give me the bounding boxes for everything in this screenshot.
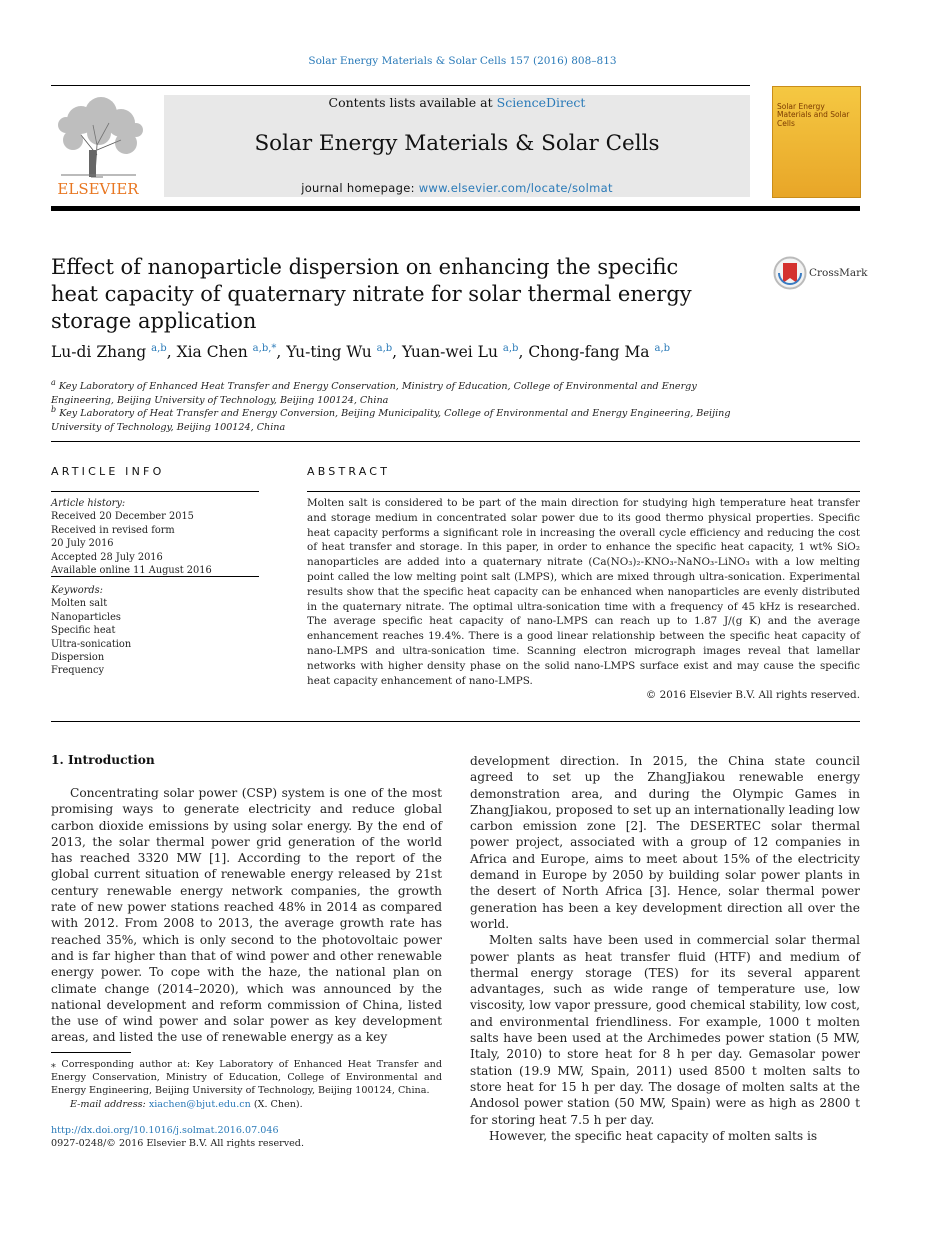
author-name[interactable]: Lu-di Zhang xyxy=(51,343,147,362)
article-info-heading: ARTICLE INFO xyxy=(51,465,165,478)
history-item: Received 20 December 2015 xyxy=(51,511,194,523)
history-rule xyxy=(51,576,259,577)
elsevier-logo xyxy=(51,95,146,197)
intro-right-column xyxy=(470,753,860,1144)
cover-title: Solar Energy Materials and Solar Cells xyxy=(777,102,850,128)
section-heading-introduction: 1. Introduction xyxy=(51,753,155,767)
email-link[interactable]: xiachen@bjut.edu.cn xyxy=(148,1099,251,1110)
history-item: Accepted 28 July 2016 xyxy=(51,551,163,563)
keyword: Dispersion xyxy=(51,652,105,664)
keyword: Molten salt xyxy=(51,598,108,610)
author-name[interactable]: Yu-ting Wu xyxy=(286,343,372,362)
doi-link[interactable]: http://dx.doi.org/10.1016/j.solmat.2016.07.046 xyxy=(51,1125,279,1136)
abstract-heading: ABSTRACT xyxy=(307,465,391,478)
intro-paragraph: However, the specific heat capacity of molten salts is xyxy=(489,1128,818,1143)
keywords xyxy=(51,584,259,678)
abstract-text: Molten salt is considered to be part of the main direction for studying high temperature heat transfer and storage medium in concentrated solar power due to its good thermo physical properties. Specific heat capacity performs a significant role in increasing the overall cycle efficiency and reducing the cost of heat transfer and storage. In this paper, in order to enhance the specific heat capacity, 1 wt% SiO₂ nanoparticles are added into a quaternary nitrate (Ca(NO₃)₂-KNO₃-NaNO₃-LiNO₃ with a low melting point called the low melting point salt (LMPS), which are mixed through ultra-sonication. Experimental results show that the specific heat capacity can be enhanced when nanoparticles are evenly distributed in the quaternary nitrate. The optimal ultra-sonication time with a frequency of 45 kHz is researched. The average specific heat capacity of nano-LMPS can reach up to 1.87 J/(g K) and the average enhancement reaches 19.4%. There is a good linear relationship between the specific heat capacity of nano-LMPS and ultra-sonication time. Scanning electron micrograph images reveal that lamellar networks with higher density phase on the solid nano-LMPS surface exist and may cause the specific heat capacity enhancement of nano-LMPS. xyxy=(307,497,860,687)
author-name[interactable]: Xia Chen xyxy=(176,343,248,362)
intro-paragraph: development direction. In 2015, the China state council agreed to set up the ZhangJiakou renewable energy demonstration area, and during the Olympic Games in ZhangJiakou, proposed to set up an internationally leading low carbon emission zone [2]. The DESERTEC solar thermal power project, associated with a group of 12 companies in Africa and Europe, aims to meet about 15% of the electricity demand in Europe by 2050 by building solar power plants in the desert of North Africa [3]. Hence, solar thermal power generation has been a key development direction all over the world. xyxy=(470,754,860,931)
crossmark-icon xyxy=(773,256,807,290)
history-label: Article history: xyxy=(51,498,126,509)
keyword: Specific heat xyxy=(51,625,116,637)
crossmark-label: CrossMark xyxy=(809,267,868,279)
journal-title: Solar Energy Materials & Solar Cells xyxy=(254,131,660,156)
crossmark-badge[interactable] xyxy=(773,256,868,292)
journal-cover-thumbnail[interactable] xyxy=(772,86,861,198)
author-name[interactable]: Chong-fang Ma xyxy=(528,343,650,362)
affiliation-a: $^a$ Key Laboratory of Enhanced Heat Transfer and Energy Conservation, Ministry of Education, College of Environmental and Energy Engineering, Beijing University of Technology, Beijing 100124, China xyxy=(51,378,697,406)
keyword: Ultra-sonication xyxy=(51,638,132,650)
keyword: Frequency xyxy=(51,665,104,677)
corresponding-author-note: ⁎ Corresponding author at: Key Laboratory of Enhanced Heat Transfer and Energy Conservation, Ministry of Education, College of Environmental and Energy Engineering, Beijing University of Technology, Beijing 100124, China. xyxy=(51,1059,442,1097)
header-rule xyxy=(51,85,750,86)
author-name[interactable]: Yuan-wei Lu xyxy=(402,343,498,362)
author-sup[interactable]: a,b xyxy=(151,343,167,354)
journal-citation-link[interactable]: Solar Energy Materials & Solar Cells 157 (2016) 808–813 xyxy=(308,55,617,67)
header-thick-rule xyxy=(51,206,860,211)
contents-line: Contents lists available at ScienceDirect xyxy=(328,95,586,110)
sciencedirect-link[interactable]: ScienceDirect xyxy=(496,95,586,110)
abstract-bottom-rule xyxy=(51,721,860,722)
footnote-rule xyxy=(51,1052,131,1053)
intro-paragraph: Molten salts have been used in commercial solar thermal power plants as heat transfer fluid (HTF) and medium of thermal energy storage (TES) for its several apparent advantages, such as wide range of temperature use, low viscosity, low vapor pressure, good chemical stability, low cost, and environmental friendliness. For example, 1000 t molten salts have been used at the Archimedes power station (5 MW, Italy, 2010) to store heat for 8 h per day. Gemasolar power station (19.9 MW, Spain, 2011) used 8500 t molten salts to store heat for 15 h per day. The dosage of molten salts at the Andosol power station (50 MW, Spain) were as high as 2800 t for storing heat 7.5 h per day. xyxy=(470,933,860,1127)
publisher-wordmark: ELSEVIER xyxy=(57,180,139,197)
author-sup[interactable]: a,b xyxy=(654,343,671,354)
history-item: Available online 11 August 2016 xyxy=(51,565,212,577)
journal-homepage: journal homepage: www.elsevier.com/locate/solmat xyxy=(301,181,613,195)
intro-paragraph: Concentrating solar power (CSP) system is one of the most promising ways to generate electricity and reduce global carbon dioxide emissions by using solar energy. By the end of 2013, the solar thermal power grid generation of the world has reached 3320 MW [1]. According to the report of the global current situation of renewable energy released by 21st century renewable energy network companies, the growth rate of new power stations reached 48% in 2014 as compared with 2012. From 2008 to 2013, the average growth rate has reached 35%, which is only second to the photovoltaic power and is far higher than that of wind power and other renewable energy power. To cope with the haze, the national plan on climate change (2014–2020), which was announced by the national development and reform commission of China, listed the use of wind power and solar power as key development areas, and listed the use of renewable energy as a key xyxy=(51,786,442,1045)
section-divider xyxy=(51,441,860,442)
history-item: Received in revised form xyxy=(51,524,175,536)
journal-banner xyxy=(164,95,750,197)
email-note: E-mail address: xiachen@bjut.edu.cn (X. Chen). xyxy=(70,1099,303,1110)
article-history xyxy=(51,497,259,577)
history-item: 20 July 2016 xyxy=(51,538,114,550)
keyword: Nanoparticles xyxy=(51,611,121,623)
author-sup[interactable]: a,b xyxy=(502,343,519,354)
author-sup[interactable]: a,b xyxy=(376,343,393,354)
abstract-copyright: © 2016 Elsevier B.V. All rights reserved. xyxy=(645,689,860,701)
author-list: Lu-di Zhang $^{a,b}$, Xia Chen $^{a,b,*}$, Yu-ting Wu $^{a,b}$, Yuan-wei Lu $^{a,b}$, Chong-fang Ma $^{a,b}$ xyxy=(51,343,671,362)
keywords-label: Keywords: xyxy=(51,585,103,596)
article-title: Effect of nanoparticle dispersion on enhancing the specific heat capacity of quaternary nitrate for solar thermal energy storage application xyxy=(51,255,692,333)
article-info-rule xyxy=(51,491,259,492)
affiliation-b: $^b$ Key Laboratory of Heat Transfer and Energy Conversion, Beijing Municipality, College of Environmental and Energy Engineering, Beijing University of Technology, Beijing 100124, China xyxy=(51,405,731,433)
issn-line: 0927-0248/© 2016 Elsevier B.V. All rights reserved. xyxy=(51,1138,304,1149)
abstract-rule xyxy=(307,491,860,492)
intro-left-column xyxy=(51,785,442,1046)
homepage-link[interactable]: www.elsevier.com/locate/solmat xyxy=(418,181,613,195)
author-sup[interactable]: a,b,* xyxy=(252,343,277,354)
